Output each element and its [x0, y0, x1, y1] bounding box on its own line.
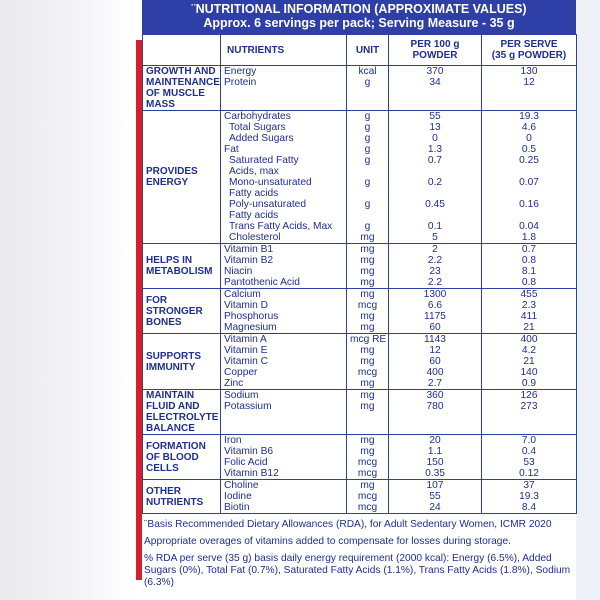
- nutrient-unit: mg: [360, 480, 375, 491]
- nutrient-unit: g: [364, 133, 371, 144]
- nutrient-name: Saturated Fatty: [229, 155, 299, 166]
- value-per-100g: 2: [432, 244, 438, 255]
- serving-info: Approx. 6 servings per pack; Serving Measure - 35 g: [203, 16, 515, 30]
- nutrient-unit: g: [364, 111, 371, 122]
- value-per-serve: 19.3: [519, 491, 539, 502]
- value-per-serve: 8.4: [521, 502, 537, 513]
- value-per-serve: 1.8: [521, 232, 537, 243]
- value-per-serve-cell: [482, 435, 577, 480]
- serve-header-line1: PER SERVE: [500, 39, 558, 50]
- nutrient-name: Total Sugars: [229, 122, 286, 133]
- nutrient-group-row: [143, 435, 577, 480]
- value-per-serve-cell: [482, 334, 577, 390]
- nutrient-unit: g: [364, 122, 371, 133]
- nutrient-unit: mg: [360, 232, 375, 243]
- per100-header-line1: PER 100 g: [410, 39, 460, 50]
- group-column-header: [143, 35, 221, 66]
- value-per-serve: 4.6: [521, 122, 537, 133]
- value-per-serve-cell: [482, 66, 577, 111]
- nutrient-unit: mcg: [357, 367, 378, 378]
- nutrient-name-cell: [221, 435, 347, 480]
- value-per-100g: 55: [429, 491, 441, 502]
- nutrient-unit: mg: [360, 322, 375, 333]
- table-header-row: [143, 35, 577, 66]
- value-per-serve: 0.8: [521, 277, 537, 288]
- nutrient-unit: [350, 210, 385, 221]
- nutrient-group-row: [143, 244, 577, 289]
- nutrient-unit: mcg: [357, 491, 378, 502]
- value-per-100g: 1300: [423, 289, 447, 300]
- value-per-100g: 0.7: [427, 155, 443, 166]
- nutrient-unit-cell: [347, 111, 389, 244]
- nutrient-unit-cell: [347, 435, 389, 480]
- nutrient-unit-cell: [347, 66, 389, 111]
- value-per-serve: 0.16: [519, 199, 539, 210]
- nutrient-unit: mg: [360, 446, 375, 457]
- value-per-100g: 60: [429, 322, 441, 333]
- nutrient-unit: mcg: [357, 457, 378, 468]
- footnotes: [144, 519, 574, 594]
- nutrient-unit: g: [364, 77, 371, 88]
- nutrient-unit: mg: [360, 244, 375, 255]
- nutrient-name: Zinc: [224, 378, 244, 389]
- nutrient-unit: mg: [360, 345, 375, 356]
- value-per-100g: 23: [429, 266, 441, 277]
- nutrient-name: Copper: [224, 367, 258, 378]
- value-per-serve: 0.7: [521, 244, 537, 255]
- nutrient-name: Energy: [224, 66, 257, 77]
- value-per-100g: 12: [429, 345, 441, 356]
- value-per-100g: 2.2: [427, 277, 443, 288]
- per-serve-column-header: [482, 35, 577, 66]
- nutrient-unit: mcg: [357, 300, 378, 311]
- nutrient-name-cell: [221, 66, 347, 111]
- group-label: PROVIDES ENERGY: [143, 111, 221, 244]
- nutrient-name: Added Sugars: [229, 133, 294, 144]
- nutrient-name: Protein: [224, 77, 257, 88]
- nutrient-unit: mg: [360, 435, 375, 446]
- value-per-100g: 1.1: [427, 446, 443, 457]
- value-per-100g: 34: [429, 77, 441, 88]
- value-per-100g: 2.7: [427, 378, 443, 389]
- nutrient-group-row: [143, 334, 577, 390]
- value-per-100g: 107: [426, 480, 444, 491]
- nutrient-name: Niacin: [224, 266, 253, 277]
- nutrient-unit: mg: [360, 255, 375, 266]
- value-per-serve: 0.8: [521, 255, 537, 266]
- group-label: SUPPORTS IMMUNITY: [143, 334, 221, 390]
- value-per-serve: 0.5: [521, 144, 537, 155]
- group-label: HELPS IN METABOLISM: [143, 244, 221, 289]
- value-per-serve: 19.3: [519, 111, 539, 122]
- nutrient-unit: mg: [360, 266, 375, 277]
- nutrient-name: Cholesterol: [229, 232, 281, 243]
- value-per-100g-cell: [389, 334, 482, 390]
- nutrient-name: Vitamin B12: [224, 468, 279, 479]
- nutrient-unit: mg: [360, 401, 375, 412]
- nutrient-group-row: [143, 289, 577, 334]
- nutrient-name: Vitamin C: [224, 356, 268, 367]
- value-per-100g: 0.35: [425, 468, 445, 479]
- package-right-edge: [576, 0, 600, 600]
- serve-header-line2: (35 g POWDER): [491, 50, 567, 61]
- nutrient-unit: mg: [360, 311, 375, 322]
- nutrient-name: Vitamin B1: [224, 244, 274, 255]
- value-per-100g: 6.6: [427, 300, 443, 311]
- nutrient-name: Vitamin B2: [224, 255, 274, 266]
- per100-column-header: [389, 35, 482, 66]
- value-per-serve: 0.07: [519, 177, 539, 188]
- value-per-100g: 360: [426, 390, 444, 401]
- nutrition-header: [142, 0, 576, 34]
- value-per-100g: 400: [426, 367, 444, 378]
- value-per-100g: [392, 210, 478, 221]
- rda-per-serve-note: % RDA per serve (35 g) basis daily energy requirement (2000 kcal): Energy (6.5%), Added Sugars (0%), Total Fat (0.7%), Saturated Fatty Acids (1.1%), Trans Fatty Acids (1.8%), Sodium (6.3%): [144, 553, 571, 588]
- nutrient-name: Phosphorus: [224, 311, 279, 322]
- nutrient-name: Acids, max: [229, 166, 279, 177]
- value-per-serve: 21: [523, 322, 535, 333]
- value-per-100g: 1.3: [427, 144, 443, 155]
- nutrient-unit: g: [364, 199, 371, 210]
- value-per-100g-cell: [389, 244, 482, 289]
- nutrient-name: Mono-unsaturated: [229, 177, 312, 188]
- nutrient-group-row: [143, 111, 577, 244]
- nutrient-name: Vitamin A: [224, 334, 267, 345]
- value-per-100g: 780: [426, 401, 444, 412]
- nutrient-name: Vitamin E: [224, 345, 268, 356]
- nutrient-name-cell: [221, 390, 347, 435]
- nutrient-unit: [350, 188, 385, 199]
- value-per-serve: 37: [523, 480, 535, 491]
- nutrient-unit: kcal: [358, 66, 377, 77]
- nutrient-name-cell: [221, 480, 347, 514]
- value-per-serve: 4.2: [521, 345, 537, 356]
- value-per-serve: 7.0: [521, 435, 537, 446]
- value-per-serve: 0.4: [521, 446, 537, 457]
- package-edge: [0, 0, 136, 600]
- value-per-serve-cell: [482, 111, 577, 244]
- nutrient-unit: mg: [360, 390, 375, 401]
- nutrient-name-cell: [221, 111, 347, 244]
- nutrient-name: Trans Fatty Acids, Max: [229, 221, 333, 232]
- nutrient-name: Calcium: [224, 289, 261, 300]
- value-per-100g: 20: [429, 435, 441, 446]
- nutrient-unit: mg: [360, 356, 375, 367]
- nutrient-group-row: [143, 66, 577, 111]
- value-per-100g: 370: [426, 66, 444, 77]
- value-per-100g: [392, 188, 478, 199]
- nutrient-name: Potassium: [224, 401, 272, 412]
- value-per-100g: 1175: [424, 311, 446, 322]
- value-per-serve: 126: [520, 390, 538, 401]
- value-per-serve: 0.25: [519, 155, 539, 166]
- value-per-serve: 21: [523, 356, 535, 367]
- nutrient-name-cell: [221, 334, 347, 390]
- value-per-serve-cell: [482, 390, 577, 435]
- value-per-100g-cell: [389, 289, 482, 334]
- value-per-serve: 130: [520, 66, 538, 77]
- nutrient-unit: mg: [360, 277, 375, 288]
- value-per-100g-cell: [389, 480, 482, 514]
- nutrient-unit: mcg RE: [350, 334, 387, 345]
- value-per-serve: 0.9: [521, 378, 537, 389]
- nutrient-name: Vitamin B6: [224, 446, 274, 457]
- nutrition-table: [142, 34, 577, 514]
- value-per-100g: 24: [429, 502, 441, 513]
- nutrient-unit: g: [364, 144, 371, 155]
- value-per-serve: 12: [523, 77, 535, 88]
- nutrient-name-cell: [221, 244, 347, 289]
- nutrient-unit-cell: [347, 334, 389, 390]
- value-per-100g-cell: [389, 390, 482, 435]
- nutrient-unit: [350, 166, 385, 177]
- value-per-serve: 2.3: [521, 300, 537, 311]
- nutrient-name: Folic Acid: [224, 457, 268, 468]
- nutrient-unit-cell: [347, 289, 389, 334]
- value-per-100g: [392, 166, 478, 177]
- nutrient-name: Iodine: [224, 491, 252, 502]
- group-label: FORMATION OF BLOOD CELLS: [143, 435, 221, 480]
- nutrient-name: Magnesium: [224, 322, 277, 333]
- nutrient-unit: g: [364, 221, 371, 232]
- nutrient-name: Sodium: [224, 390, 259, 401]
- value-per-100g: 55: [429, 111, 441, 122]
- value-per-100g: 13: [429, 122, 441, 133]
- nutrient-name: Vitamin D: [224, 300, 268, 311]
- nutrient-name: Pantothenic Acid: [224, 277, 300, 288]
- nutrient-name: Carbohydrates: [224, 111, 291, 122]
- rda-basis-note: ¨Basis Recommended Dietary Allowances (RDA), for Adult Sedentary Women, ICMR 2020: [144, 519, 552, 530]
- value-per-serve-cell: [482, 244, 577, 289]
- value-per-serve: [485, 188, 573, 199]
- value-per-100g: 0.2: [427, 177, 443, 188]
- nutrition-table-body: [143, 66, 577, 514]
- nutrient-name: Fat: [224, 144, 239, 155]
- nutrient-unit: mcg: [357, 502, 378, 513]
- value-per-100g: 5: [432, 232, 438, 243]
- value-per-serve: 400: [520, 334, 538, 345]
- value-per-serve: 0: [526, 133, 532, 144]
- nutrient-group-row: [143, 480, 577, 514]
- nutrient-name: Fatty acids: [229, 210, 279, 221]
- value-per-100g: 60: [429, 356, 441, 367]
- value-per-100g: 0.1: [427, 221, 443, 232]
- nutrient-group-row: [143, 390, 577, 435]
- nutrients-column-header: NUTRIENTS: [221, 35, 347, 66]
- value-per-serve: 53: [523, 457, 535, 468]
- value-per-serve: 0.04: [519, 221, 539, 232]
- nutrient-name: Iron: [224, 435, 242, 446]
- value-per-100g-cell: [389, 111, 482, 244]
- nutrient-unit-cell: [347, 480, 389, 514]
- nutrient-unit: g: [364, 177, 371, 188]
- nutrient-unit-cell: [347, 244, 389, 289]
- value-per-serve: [485, 210, 573, 221]
- group-label: MAINTAIN FLUID AND ELECTROLYTE BALANCE: [143, 390, 221, 435]
- value-per-100g-cell: [389, 66, 482, 111]
- nutrient-unit: g: [364, 155, 371, 166]
- value-per-serve: 140: [520, 367, 538, 378]
- nutrient-name: Biotin: [224, 502, 250, 513]
- value-per-serve-cell: [482, 289, 577, 334]
- value-per-serve-cell: [482, 480, 577, 514]
- nutrient-unit: mg: [360, 378, 375, 389]
- group-label: OTHER NUTRIENTS: [143, 480, 221, 514]
- nutrient-name-cell: [221, 289, 347, 334]
- nutrient-unit-cell: [347, 390, 389, 435]
- unit-column-header: UNIT: [347, 35, 389, 66]
- value-per-serve: 8.1: [521, 266, 537, 277]
- nutrient-unit: mcg: [357, 468, 378, 479]
- value-per-serve: [485, 166, 573, 177]
- nutrition-title: ¨NUTRITIONAL INFORMATION (APPROXIMATE VALUES): [191, 2, 527, 16]
- nutrient-name: Choline: [224, 480, 259, 491]
- nutrient-name: Fatty acids: [229, 188, 279, 199]
- group-label: GROWTH AND MAINTENANCE OF MUSCLE MASS: [143, 66, 221, 111]
- value-per-serve: 411: [520, 311, 538, 322]
- nutrient-name: Poly-unsaturated: [229, 199, 307, 210]
- value-per-100g: 150: [426, 457, 444, 468]
- group-label: FOR STRONGER BONES: [143, 289, 221, 334]
- value-per-100g: 1143: [424, 334, 446, 345]
- value-per-100g: 0: [432, 133, 438, 144]
- nutrient-unit: mg: [360, 289, 375, 300]
- overages-note: Appropriate overages of vitamins added to compensate for losses during storage.: [144, 536, 511, 547]
- value-per-serve: 455: [520, 289, 538, 300]
- value-per-100g: 0.45: [425, 199, 445, 210]
- per100-header-line2: POWDER: [412, 50, 458, 61]
- value-per-100g: 2.2: [427, 255, 443, 266]
- value-per-serve: 273: [520, 401, 538, 412]
- value-per-100g-cell: [389, 435, 482, 480]
- value-per-serve: 0.12: [519, 468, 539, 479]
